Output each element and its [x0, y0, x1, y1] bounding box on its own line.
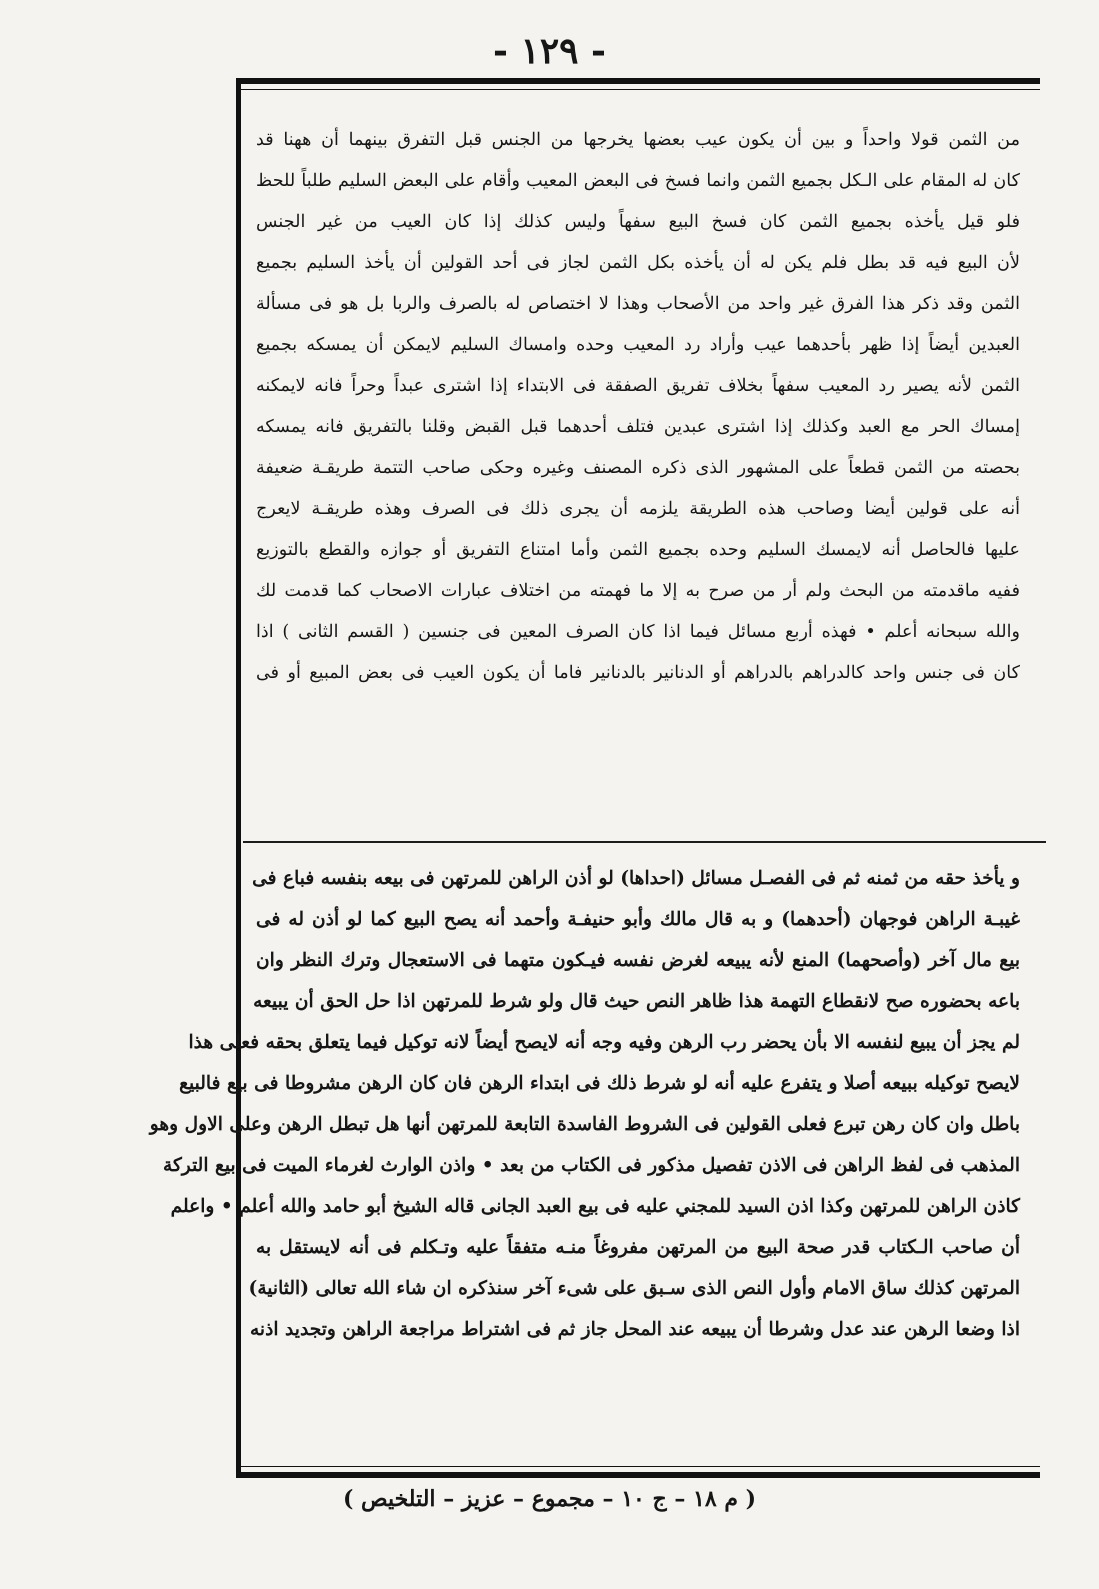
base-text-line: باعه بحضوره صح لانقطاع التهمة هذا ظاهر النص حيث قال ولو شرط للمرتهن اذا حل الحق أن يبيعه	[253, 991, 1020, 1012]
commentary-line: الثمن لأنه يصير رد المعيب سفهاً بخلاف تفريق الصفقة فى الابتداء إذا اشترى عبداً وحراً فانه لايمكنه	[256, 376, 1020, 396]
commentary-line: بحصته من الثمن قطعاً على المشهور الذى ذكره المصنف وغيره وحكى صاحب التتمة طريقـة ضعيفة	[256, 458, 1020, 478]
base-text-line: بيع مال آخر (وأصحهما) المنع لأنه يبيعه لغرض نفسه فيـكون متهما فى الاستعجال وترك النظر وان	[256, 950, 1020, 971]
commentary-line: إمساك الحر مع العبد وكذلك إذا اشترى عبدين فتلف أحدهما قبل القبض وقلنا بالتفريق فانه يمسكه	[256, 417, 1020, 437]
base-text-line: اذا وضعا الرهن عند عدل وشرطا أن يبيعه عند المحل جاز ثم فى اشتراط مراجعة الراهن وتجديد اذنه	[249, 1319, 1020, 1340]
commentary-line: كان له المقام على الـكل بجميع الثمن وانما فسخ فى البعض المعيب وأقام على البعض السليم طلباً للحظ	[256, 171, 1020, 191]
commentary-line: العبدين أيضاً إذا ظهر بأحدهما عيب وأراد رد المعيب وحده وامساك السليم لايمكن أن يمسكه بجميع	[256, 335, 1020, 355]
page-footer-signature: ( م ١٨ – ج ١٠ – مجموع – عزيز – التلخيص )	[342, 1486, 757, 1512]
section-divider	[243, 841, 1046, 843]
base-text-line: أن صاحب الـكتاب قدر صحة البيع من المرتهن مفروغاً منـه متفقاً عليه وتـكلم فى أنه لايستقل به	[256, 1237, 1020, 1258]
base-text	[149, 858, 1020, 1350]
base-text-line: و يأخذ حقه من ثمنه ثم فى الفصـل مسائل (احداها) لو أذن الراهن للمرتهن فى بيعه بنفسه فباع فى	[252, 868, 1020, 889]
commentary-text	[256, 120, 1020, 694]
commentary-line: أنه على قولين أيضا وصاحب هذه الطريقة يلزمه أن يجرى ذلك فى الصرف وهذه طريقـة لايعرج	[256, 499, 1020, 519]
commentary-line: لأن البيع فيه قد بطل فلم يكن له أن يأخذه بكل الثمن لجاز فى أحد القولين أن يأخذ السليم بجميع	[256, 253, 1020, 273]
base-text-line: لم يجز أن يبيع لنفسه الا بأن يحضر رب الرهن وفيه وجه أنه لايصح أيضاً لانه توكيل فيما يتعلق بحقه فعلى هذا	[188, 1032, 1020, 1053]
commentary-line: عليها فالحاصل أنه لايمسك السليم وحده بجميع الثمن وأما امتناع التفريق أو جوازه والقطع بالتوزيع	[256, 540, 1020, 560]
commentary-line: كان فى جنس واحد كالدراهم بالدراهم أو الدنانير بالدنانير فاما أن يكون العيب فى بعض المبيع أو فى	[256, 663, 1020, 683]
commentary-line: والله سبحانه أعلم • فهذه أربع مسائل فيما اذا كان الصرف المعين فى جنسين ( القسم الثانى ) اذا	[256, 622, 1020, 642]
base-text-line: المذهب فى لفظ الراهن فى الاذن تفصيل مذكور فى الكتاب من بعد • واذن الوارث لغرماء الميت فى بيع التركة	[162, 1155, 1020, 1176]
commentary-line: من الثمن قولا واحداً و بين أن يكون عيب بعضها يخرجها من الجنس قبل التفرق بينهما أن ههنا قد	[256, 130, 1020, 150]
base-text-line: كاذن الراهن للمرتهن وكذا اذن السيد للمجني عليه فى بيع العبد الجانى قاله الشيخ أبو حامد والله أعلم • واعلم	[170, 1196, 1020, 1217]
base-text-line: المرتهن كذلك ساق الامام وأول النص الذى سـبق على شىء آخر سنذكره ان شاء الله تعالى (الثانية)	[248, 1278, 1020, 1299]
base-text-line: لايصح توكيله ببيعه أصلا و يتفرع عليه أنه لو شرط ذلك فى ابتداء الرهن فان كان الرهن مشروطا فى بيع فالبيع	[179, 1073, 1020, 1094]
commentary-line: الثمن وقد ذكر هذا الفرق غير واحد من الأصحاب وهذا لا اختصاص له بالصرف والربا بل هو فى مسألة	[256, 294, 1020, 314]
commentary-line: ففيه ماقدمته من البحث ولم أر من صرح به إلا ما فهمته من اختلاف عبارات الاصحاب كما قدمت لك	[256, 581, 1020, 601]
base-text-line: غيبـة الراهن فوجهان (أحدهما) و به قال مالك وأبو حنيفـة وأحمد أنه يصح البيع كما لو أذن له فى	[256, 909, 1020, 930]
base-text-line: باطل وان كان رهن تبرع فعلى القولين فى الشروط الفاسدة التابعة للمرتهن أنها هل تبطل الرهن وعلى الاول وهو	[149, 1114, 1020, 1135]
commentary-line: فلو قيل يأخذه بجميع الثمن كان فسخ البيع سفهاً وليس كذلك إذا كان العيب من غير الجنس	[256, 212, 1020, 232]
page-number: - ١٢٩ -	[493, 30, 606, 72]
